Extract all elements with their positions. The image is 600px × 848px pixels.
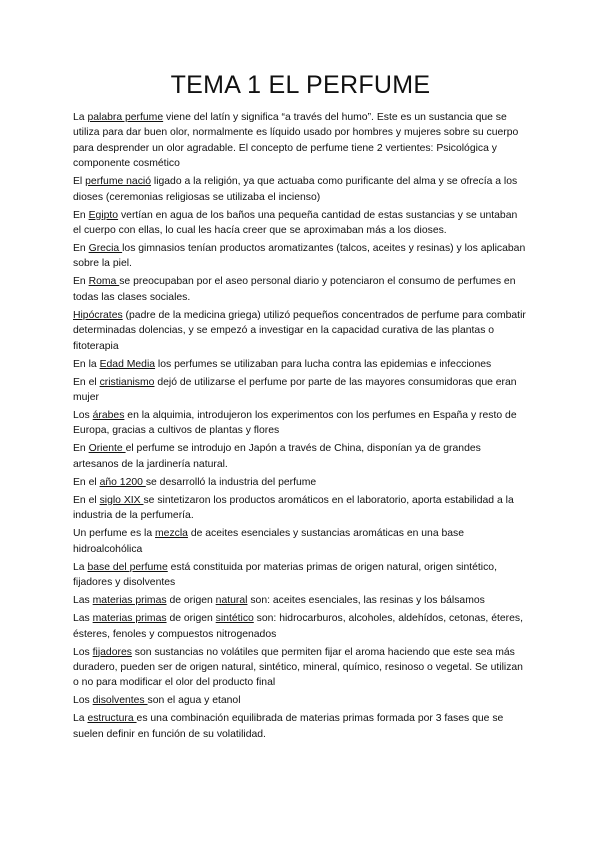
- paragraph-text: de origen: [166, 613, 216, 625]
- paragraph: [73, 441, 528, 472]
- paragraph-text: son sustancias no volátiles que permiten fijar el aroma haciendo que este sea más duradero, pueden ser de origen natural, sintético, mineral, químico, resinoso o vegetal. Se utilizan o no para modificar el olor del producto final: [73, 646, 523, 689]
- page-title: TEMA 1 EL PERFUME: [170, 71, 431, 99]
- paragraph-text: se sintetizaron los productos aromáticos en el laboratorio, aporta estabilidad a la industria de la perfumería.: [73, 494, 514, 522]
- key-term: sintético: [215, 613, 254, 625]
- paragraph: [73, 693, 528, 708]
- key-term: perfume nació: [85, 176, 151, 188]
- paragraph-text: se desarrolló la industria del perfume: [145, 476, 317, 488]
- paragraph: [73, 493, 528, 524]
- paragraph-text: En: [73, 209, 89, 221]
- key-term: mezcla: [155, 528, 188, 540]
- paragraph: [73, 110, 528, 172]
- key-term: materias primas: [92, 613, 167, 625]
- paragraph-text: En la: [73, 358, 100, 370]
- paragraph: [73, 593, 528, 608]
- key-term: siglo XIX: [99, 494, 144, 506]
- paragraph-text: En el: [73, 494, 100, 506]
- paragraph: [73, 241, 528, 272]
- paragraph-text: En el: [73, 376, 100, 388]
- paragraph-text: son: hidrocarburos, alcoholes, aldehídos, cetonas, éteres, ésteres, fenoles y compuestos nitrogenados: [73, 613, 523, 640]
- paragraph-text: vertían en agua de los baños una pequeña cantidad de estas sustancias y se untaban el cuerpo con ellas, lo cual les hacía creer que se aproximaban más a los dioses.: [73, 209, 518, 237]
- paragraph-text: de origen: [166, 595, 216, 607]
- paragraph-text: los perfumes se utilizaban para lucha contra las epidemias e infecciones: [155, 358, 492, 370]
- key-term: año 1200: [99, 476, 146, 488]
- paragraph: [73, 408, 528, 439]
- key-term: estructura: [87, 713, 137, 725]
- paragraph-text: La: [73, 713, 88, 725]
- paragraph-text: Las: [73, 595, 93, 607]
- key-term: palabra perfume: [87, 112, 164, 123]
- paragraph-text: En el: [73, 476, 100, 488]
- paragraph-text: es una combinación equilibrada de materias primas formada por 3 fases que se suelen definir en función de su volatilidad.: [73, 713, 504, 740]
- paragraph-text: los gimnasios tenían productos aromatizantes (talcos, aceites y resinas) y los aplicaban sobre la piel.: [73, 243, 526, 270]
- document-body: [73, 110, 528, 742]
- key-term: disolventes: [92, 695, 148, 707]
- paragraph-text: está constituida por materias primas de origen natural, origen sintético, fijadores y disolventes: [73, 561, 497, 589]
- paragraph-text: Las: [73, 613, 93, 625]
- key-term: Grecia: [88, 243, 123, 255]
- paragraph: [73, 308, 528, 354]
- paragraph: [73, 274, 528, 305]
- key-term: Edad Media: [99, 358, 156, 370]
- key-term: materias primas: [92, 595, 167, 607]
- key-term: Egipto: [88, 209, 119, 221]
- paragraph: [73, 711, 528, 742]
- paragraph-text: Los: [73, 646, 93, 658]
- key-term: base del perfume: [87, 561, 168, 573]
- paragraph-text: En: [73, 276, 89, 288]
- paragraph-text: Los: [73, 410, 93, 422]
- key-term: cristianismo: [99, 376, 155, 388]
- paragraph: [73, 174, 528, 205]
- key-term: fijadores: [92, 646, 132, 658]
- paragraph-text: el perfume se introdujo en Japón a través de China, disponían ya de grandes artesanos de la jardinería natural.: [73, 443, 481, 470]
- paragraph: [73, 208, 528, 239]
- paragraph: [73, 645, 528, 691]
- key-term: Oriente: [88, 443, 126, 455]
- paragraph-text: En: [73, 443, 89, 455]
- paragraph-text: son: aceites esenciales, las resinas y los bálsamos: [247, 595, 485, 607]
- paragraph-text: son el agua y etanol: [147, 695, 241, 707]
- paragraph: [73, 526, 528, 557]
- paragraph: [73, 611, 528, 642]
- paragraph-text: La: [73, 561, 88, 573]
- paragraph: [73, 475, 528, 490]
- paragraph-text: Un perfume es la: [73, 528, 156, 540]
- paragraph-text: se preocupaban por el aseo personal diario y potenciaron el consumo de perfumes en todas las clases sociales.: [73, 276, 516, 303]
- paragraph-text: Los: [73, 695, 93, 707]
- key-term: Roma: [88, 276, 120, 288]
- paragraph-text: viene del latín y significa “a través del humo”. Este es un sustancia que se utiliza para dar buen olor, normalmente es líquido usado por hombres y mujeres sobre su cuerpo para desprender un olor agradable. El concepto de perfume tiene 2 vertientes: Psicológica y componente cosmético: [73, 112, 519, 170]
- paragraph-text: En: [73, 243, 89, 255]
- paragraph-text: en la alquimia, introdujeron los experimentos con los perfumes en España y resto de Europa, gracias a cultivos de plantas y flores: [73, 410, 517, 437]
- key-term: árabes: [92, 410, 125, 422]
- key-term: natural: [215, 595, 248, 607]
- paragraph-text: La: [73, 112, 88, 123]
- paragraph-text: (padre de la medicina griega) utilizó pequeños concentrados de perfume para combatir determinadas dolencias, y se empezó a investigar en la capacidad curativa de las plantas o fitoterapia: [73, 309, 526, 352]
- paragraph-text: ligado a la religión, ya que actuaba como purificante del alma y se ofrecía a los dioses (ceremonias religiosas se utilizaba el incienso): [73, 176, 518, 203]
- paragraph-text: El: [73, 176, 86, 188]
- paragraph-text: dejó de utilizarse el perfume por parte de las mayores consumidoras que eran mujer: [73, 376, 517, 404]
- key-term: Hipócrates: [73, 309, 123, 321]
- paragraph: [73, 357, 528, 372]
- paragraph-text: de aceites esenciales y sustancias aromáticas en una base hidroalcohólica: [73, 528, 465, 555]
- paragraph: [73, 375, 528, 406]
- paragraph: [73, 560, 528, 591]
